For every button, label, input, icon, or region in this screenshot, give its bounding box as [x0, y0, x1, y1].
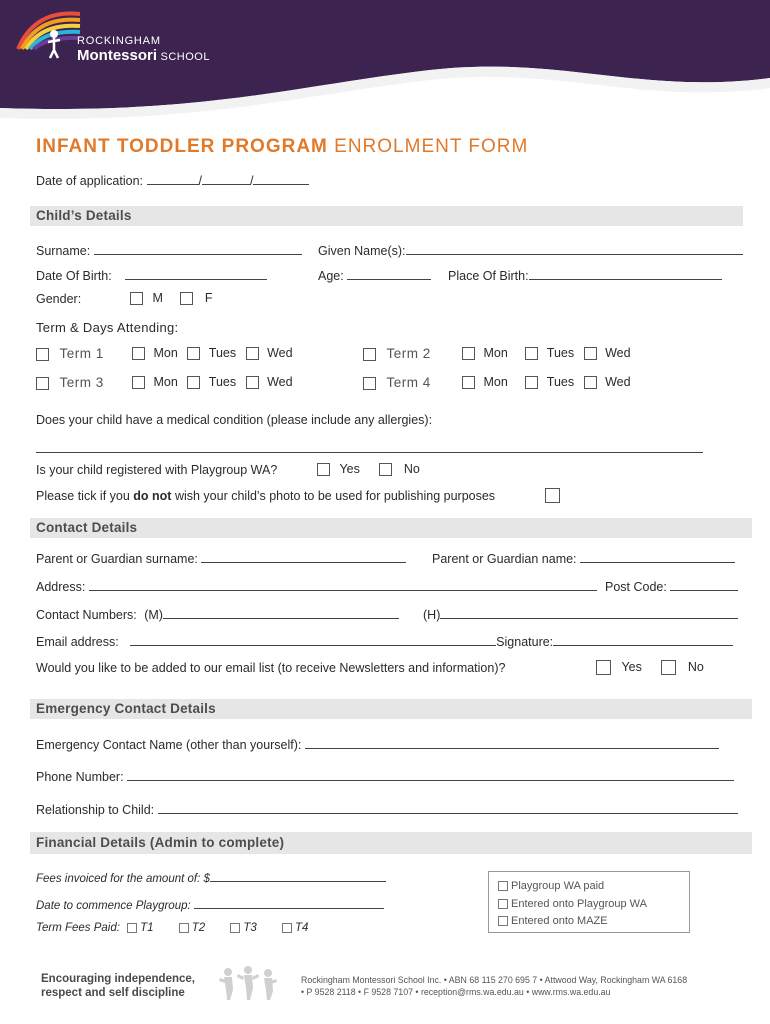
- term-1-label: Term 1: [59, 346, 104, 361]
- gender-row: [36, 292, 81, 306]
- age-field[interactable]: [347, 267, 431, 280]
- emergency-name-label: Emergency Contact Name (other than yourself):: [36, 738, 302, 752]
- term-3-mon-checkbox[interactable]: [132, 376, 145, 389]
- gender-f-checkbox[interactable]: [180, 292, 193, 305]
- home-phone-row: [423, 606, 738, 622]
- gender-f-label: F: [204, 291, 213, 305]
- pg-surname-field[interactable]: [201, 550, 406, 563]
- footer-motto: [41, 972, 195, 1000]
- term-4-wed-checkbox[interactable]: [584, 376, 597, 389]
- photo-pre: Please tick if you: [36, 489, 130, 503]
- home-label: (H): [423, 608, 441, 622]
- logo-school-word: SCHOOL: [160, 51, 210, 63]
- term-1-checkbox[interactable]: [36, 348, 49, 361]
- term-4-days: [462, 375, 631, 389]
- term-1-days: [132, 346, 293, 360]
- playgroup-no-label: No: [403, 462, 420, 476]
- term-4-row: [363, 375, 431, 390]
- term-1-wed-checkbox[interactable]: [246, 347, 259, 360]
- signature-field[interactable]: [553, 633, 733, 646]
- term-3-wed-label: Wed: [267, 375, 293, 389]
- postcode-row: [605, 578, 738, 594]
- emergency-name-field[interactable]: [305, 736, 719, 749]
- commence-field[interactable]: [194, 896, 384, 909]
- dob-row: [36, 267, 267, 283]
- newsletter-options: [596, 660, 704, 675]
- t4-option: [282, 922, 308, 934]
- t2-checkbox[interactable]: [179, 923, 189, 933]
- term-days-label: Term & Days Attending:: [36, 320, 179, 335]
- term-3-tues-label: Tues: [208, 375, 237, 389]
- term-2-mon-checkbox[interactable]: [462, 347, 475, 360]
- term-4-mon-checkbox[interactable]: [462, 376, 475, 389]
- pg-name-row: [432, 550, 735, 566]
- admin-item-entered-playgroup: [498, 896, 689, 914]
- newsletter-yes-checkbox[interactable]: [596, 660, 611, 675]
- mobile-field[interactable]: [163, 606, 399, 619]
- term-2-row: [363, 346, 431, 361]
- term-2-tues-checkbox[interactable]: [525, 347, 538, 360]
- date-month-line[interactable]: [202, 172, 250, 185]
- email-field[interactable]: [130, 633, 496, 646]
- contact-numbers-row: [36, 606, 399, 622]
- term-3-row: [36, 375, 104, 390]
- gender-options: [130, 291, 213, 305]
- medical-condition-field[interactable]: [36, 440, 703, 453]
- relationship-row: [36, 801, 738, 817]
- term-2-label: Term 2: [386, 346, 431, 361]
- emergency-name-row: [36, 736, 719, 752]
- address-field[interactable]: [89, 578, 597, 591]
- term-2-checkbox[interactable]: [363, 348, 376, 361]
- term-4-checkbox[interactable]: [363, 377, 376, 390]
- term-2-days: [462, 346, 631, 360]
- t3-label: T3: [243, 922, 257, 934]
- medical-condition-label: Does your child have a medical condition (please include any allergies):: [36, 413, 433, 427]
- term-1-tues-checkbox[interactable]: [187, 347, 200, 360]
- term-4-label: Term 4: [386, 375, 431, 390]
- term-4-tues-checkbox[interactable]: [525, 376, 538, 389]
- footer-motto-line-1: Encouraging independence,: [41, 973, 195, 985]
- footer-motto-line-2: respect and self discipline: [41, 987, 185, 999]
- date-of-application: [36, 172, 309, 188]
- date-slash-1: /: [198, 174, 202, 188]
- t1-label: T1: [140, 922, 154, 934]
- playgroup-no-checkbox[interactable]: [379, 463, 392, 476]
- surname-field[interactable]: [94, 242, 302, 255]
- given-names-field[interactable]: [406, 242, 743, 255]
- age-row: [318, 267, 431, 283]
- pob-field[interactable]: [529, 267, 722, 280]
- address-label: Address:: [36, 580, 86, 594]
- newsletter-label: Would you like to be added to our email list (to receive Newsletters and information)?: [36, 661, 506, 675]
- relationship-field[interactable]: [158, 801, 738, 814]
- date-label: Date of application:: [36, 174, 144, 188]
- signature-label: Signature:: [496, 635, 554, 649]
- postcode-label: Post Code:: [605, 580, 667, 594]
- term-1-wed-label: Wed: [267, 346, 293, 360]
- gender-label: Gender:: [36, 292, 82, 306]
- pg-name-label: Parent or Guardian name:: [432, 552, 577, 566]
- address-row: [36, 578, 597, 594]
- section-contact-details: Contact Details: [30, 518, 752, 538]
- children-silhouette-icon: [218, 966, 278, 1002]
- surname-label: Surname:: [36, 244, 91, 258]
- term-fees-label: Term Fees Paid:: [36, 922, 120, 934]
- dob-field[interactable]: [125, 267, 267, 280]
- gender-m-checkbox[interactable]: [130, 292, 143, 305]
- logo-montessori: [77, 47, 210, 64]
- header-banner: [0, 0, 770, 125]
- t1-option: [127, 922, 153, 934]
- term-1-tues-label: Tues: [208, 346, 237, 360]
- term-3-checkbox[interactable]: [36, 377, 49, 390]
- fees-field[interactable]: [210, 869, 386, 882]
- footer-address: Rockingham Montessori School Inc. • ABN 68 115 270 695 7 • Attwood Way, Rockingham WA 6168: [301, 975, 688, 985]
- title-light: ENROLMENT FORM: [334, 136, 529, 157]
- pg-surname-row: [36, 550, 406, 566]
- contact-numbers-label: Contact Numbers:: [36, 608, 137, 622]
- term-4-mon-label: Mon: [483, 375, 508, 389]
- photo-bold: do not: [133, 489, 172, 503]
- term-2-tues-label: Tues: [546, 346, 575, 360]
- photo-post: wish your child’s photo to be used for publishing purposes: [174, 489, 496, 503]
- photo-consent-checkbox[interactable]: [545, 488, 560, 503]
- term-3-tues-checkbox[interactable]: [187, 376, 200, 389]
- t2-label: T2: [191, 922, 206, 934]
- admin-item-2-label: Entered onto Playgroup WA: [511, 897, 647, 910]
- term-2-wed-label: Wed: [605, 346, 631, 360]
- section-emergency-contact: Emergency Contact Details: [30, 699, 752, 719]
- term-fees-row: [36, 922, 308, 934]
- t3-checkbox[interactable]: [230, 923, 240, 933]
- admin-item-3-label: Entered onto MAZE: [511, 915, 608, 927]
- newsletter-row: [36, 661, 505, 675]
- playgroup-options: [317, 462, 420, 476]
- surname-row: [36, 242, 302, 258]
- fees-row: [36, 869, 386, 885]
- pg-name-field[interactable]: [580, 550, 735, 563]
- admin-item-playgroup-paid: [498, 878, 689, 896]
- dob-label: Date Of Birth:: [36, 269, 112, 283]
- admin-item-2-checkbox[interactable]: [498, 899, 508, 909]
- commence-row: [36, 896, 384, 912]
- pg-surname-label: Parent or Guardian surname:: [36, 552, 198, 566]
- admin-item-1-checkbox[interactable]: [498, 881, 508, 891]
- playgroup-row: [36, 463, 277, 477]
- t1-checkbox[interactable]: [127, 923, 137, 933]
- admin-item-1-label: Playgroup WA paid: [511, 880, 605, 892]
- term-1-row: [36, 346, 104, 361]
- relationship-label: Relationship to Child:: [36, 803, 155, 817]
- email-label: Email address:: [36, 635, 119, 649]
- term-2-mon-label: Mon: [483, 346, 508, 360]
- title-bold: INFANT TODDLER PROGRAM: [36, 136, 328, 157]
- t4-checkbox[interactable]: [282, 923, 292, 933]
- term-4-wed-label: Wed: [605, 375, 631, 389]
- logo-rockingham: ROCKINGHAM: [77, 35, 161, 47]
- page-title: [36, 136, 528, 158]
- gender-m-label: M: [152, 291, 163, 305]
- age-label: Age:: [318, 269, 344, 283]
- commence-label: Date to commence Playgroup:: [36, 900, 191, 912]
- home-phone-field[interactable]: [440, 606, 738, 619]
- term-1-mon-checkbox[interactable]: [132, 347, 145, 360]
- t4-label: T4: [295, 922, 309, 934]
- newsletter-no-label: No: [687, 660, 704, 674]
- term-3-days: [132, 375, 293, 389]
- section-financial-details: Financial Details (Admin to complete): [30, 832, 752, 854]
- term-1-mon-label: Mon: [153, 346, 178, 360]
- postcode-field[interactable]: [670, 578, 738, 591]
- pob-label: Place Of Birth:: [448, 269, 529, 283]
- term-4-tues-label: Tues: [546, 375, 575, 389]
- date-year-line[interactable]: [253, 172, 309, 185]
- email-row: [36, 633, 733, 649]
- footer-contact: • P 9528 2118 • F 9528 7107 • reception@rms.wa.edu.au • www.rms.wa.edu.au: [301, 987, 611, 997]
- term-2-wed-checkbox[interactable]: [584, 347, 597, 360]
- playgroup-label: Is your child registered with Playgroup WA?: [36, 463, 278, 477]
- section-childs-details: Child’s Details: [30, 206, 743, 226]
- term-3-wed-checkbox[interactable]: [246, 376, 259, 389]
- admin-checklist: [488, 871, 690, 933]
- playgroup-yes-label: Yes: [339, 462, 360, 476]
- mobile-label: (M): [144, 608, 163, 622]
- logo-montessori-word: Montessori: [77, 47, 158, 64]
- term-3-mon-label: Mon: [153, 375, 178, 389]
- given-label: Given Name(s):: [318, 244, 406, 258]
- date-day-line[interactable]: [147, 172, 199, 185]
- admin-item-entered-maze: [498, 913, 689, 931]
- admin-item-3-checkbox[interactable]: [498, 916, 508, 926]
- t2-option: [179, 922, 205, 934]
- newsletter-no-checkbox[interactable]: [661, 660, 676, 675]
- date-slash-2: /: [249, 174, 254, 188]
- photo-consent-row: [36, 489, 495, 503]
- phone-number-field[interactable]: [127, 768, 734, 781]
- t3-option: [230, 922, 256, 934]
- fees-label: Fees invoiced for the amount of: $: [36, 873, 210, 885]
- pob-row: [448, 267, 722, 283]
- phone-number-row: [36, 768, 734, 784]
- phone-number-label: Phone Number:: [36, 770, 124, 784]
- term-3-label: Term 3: [59, 375, 104, 390]
- playgroup-yes-checkbox[interactable]: [317, 463, 330, 476]
- newsletter-yes-label: Yes: [621, 660, 642, 674]
- given-names-row: [318, 242, 743, 258]
